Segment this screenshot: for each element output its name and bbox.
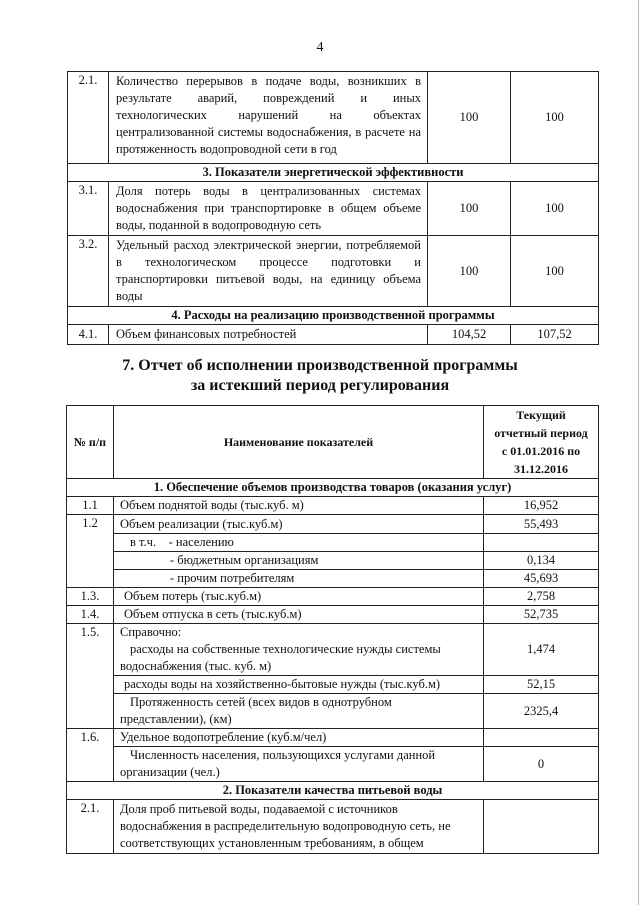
table-header-row — [67, 406, 599, 479]
row-value-2: 100 — [511, 236, 599, 307]
table-row — [67, 676, 599, 694]
table-row — [68, 72, 599, 164]
row-description: Объем реализации (тыс.куб.м) — [114, 515, 484, 534]
description-line: организации (чел.) — [120, 765, 220, 779]
row-number: 1.2 — [67, 515, 114, 588]
row-value-1: 100 — [428, 182, 511, 236]
header-period-line: 31.12.2016 — [514, 462, 568, 476]
section-header-row — [67, 782, 599, 800]
row-value-1: 100 — [428, 72, 511, 164]
row-value-1: 100 — [428, 236, 511, 307]
row-value: 16,952 — [484, 497, 599, 515]
row-description: Объем финансовых потребностей — [109, 325, 428, 345]
table-row — [68, 236, 599, 307]
row-number: 1.1 — [67, 497, 114, 515]
row-number: 1.3. — [67, 588, 114, 606]
row-description: Удельный расход электрической энергии, потребляемой в технологическом процессе подготовки и транспортировки питьевой воды, на единицу объема воды — [109, 236, 428, 307]
row-value — [484, 534, 599, 552]
section-title: 4. Расходы на реализацию производственной программы — [68, 307, 599, 325]
row-number: 3.1. — [68, 182, 109, 236]
description-line: Справочно: — [120, 625, 182, 639]
header-number: № п/п — [67, 406, 114, 479]
row-number: 1.6. — [67, 729, 114, 782]
table-row — [68, 325, 599, 345]
row-value: 0,134 — [484, 552, 599, 570]
row-value: 2,758 — [484, 588, 599, 606]
row-number: 2.1. — [67, 800, 114, 854]
row-value — [484, 729, 599, 747]
description-line: Доля проб питьевой воды, подаваемой с источников — [120, 802, 398, 816]
row-description: Объем потерь (тыс.куб.м) — [114, 588, 484, 606]
row-value-2: 100 — [511, 72, 599, 164]
row-description: - прочим потребителям — [114, 570, 484, 588]
report-table — [66, 405, 599, 854]
row-value-1: 104,52 — [428, 325, 511, 345]
section-title: 3. Показатели энергетической эффективности — [68, 164, 599, 182]
row-value: 1,474 — [484, 624, 599, 676]
row-description — [114, 694, 484, 729]
row-description: Удельное водопотребление (куб.м/чел) — [114, 729, 484, 747]
row-number: 3.2. — [68, 236, 109, 307]
row-value: 52,15 — [484, 676, 599, 694]
table-row — [67, 606, 599, 624]
header-period-line: Текущий — [516, 408, 566, 422]
row-description — [114, 624, 484, 676]
scan-artifact-line — [638, 0, 639, 905]
table-row — [67, 570, 599, 588]
section-header-row — [68, 307, 599, 325]
table-row — [67, 747, 599, 782]
header-period — [484, 406, 599, 479]
description-line: водоснабжения (тыс. куб. м) — [120, 659, 272, 673]
table-row — [67, 694, 599, 729]
section-7-title — [0, 356, 640, 396]
row-value: 0 — [484, 747, 599, 782]
table-row — [68, 182, 599, 236]
row-number: 1.5. — [67, 624, 114, 729]
section-header-row — [67, 479, 599, 497]
row-description: Количество перерывов в подаче воды, возникших в результате аварий, повреждений и иных технологических нарушений на объектах централизованной системы водоснабжения, в расчете на протяженность водопроводной сети в год — [109, 72, 428, 164]
table-row — [67, 515, 599, 534]
row-value-2: 107,52 — [511, 325, 599, 345]
table-row — [67, 588, 599, 606]
description-line: водоснабжения в распределительную водопроводную сеть, не — [120, 819, 451, 833]
table-row — [67, 624, 599, 676]
row-description: в т.ч. - населению — [114, 534, 484, 552]
description-line: Численность населения, пользующихся услугами данной — [130, 748, 436, 762]
row-value: 55,493 — [484, 515, 599, 534]
row-number: 4.1. — [68, 325, 109, 345]
row-description — [114, 747, 484, 782]
section-title: 2. Показатели качества питьевой воды — [67, 782, 599, 800]
title-line-1: 7. Отчет об исполнении производственной программы — [122, 357, 518, 374]
row-value — [484, 800, 599, 854]
section-header-row — [68, 164, 599, 182]
indicators-table-continued — [67, 71, 599, 345]
row-description: Объем поднятой воды (тыс.куб. м) — [114, 497, 484, 515]
table-row — [67, 497, 599, 515]
header-name: Наименование показателей — [114, 406, 484, 479]
row-description: расходы воды на хозяйственно-бытовые нужды (тыс.куб.м) — [114, 676, 484, 694]
table-row — [67, 729, 599, 747]
table-row — [67, 534, 599, 552]
row-description — [114, 800, 484, 854]
row-value-2: 100 — [511, 182, 599, 236]
row-number: 2.1. — [68, 72, 109, 164]
row-value: 45,693 — [484, 570, 599, 588]
header-period-line: отчетный период — [494, 426, 588, 440]
description-line: Протяженность сетей (всех видов в однотрубном — [130, 695, 392, 709]
description-line: представлении), (км) — [120, 712, 232, 726]
row-value: 2325,4 — [484, 694, 599, 729]
row-description: Объем отпуска в сеть (тыс.куб.м) — [114, 606, 484, 624]
description-line: расходы на собственные технологические нужды системы — [130, 642, 441, 656]
row-description: - бюджетным организациям — [114, 552, 484, 570]
table-row — [67, 552, 599, 570]
row-value: 52,735 — [484, 606, 599, 624]
description-line: соответствующих установленным требованиям, в общем — [120, 836, 424, 850]
table-row — [67, 800, 599, 854]
page-number: 4 — [316, 40, 324, 55]
row-description: Доля потерь воды в централизованных системах водоснабжения при транспортировке в общем объеме воды, поданной в водопроводную сеть — [109, 182, 428, 236]
header-period-line: с 01.01.2016 по — [501, 444, 581, 458]
row-number: 1.4. — [67, 606, 114, 624]
title-line-2: за истекший период регулирования — [190, 377, 450, 394]
section-title: 1. Обеспечение объемов производства товаров (оказания услуг) — [67, 479, 599, 497]
